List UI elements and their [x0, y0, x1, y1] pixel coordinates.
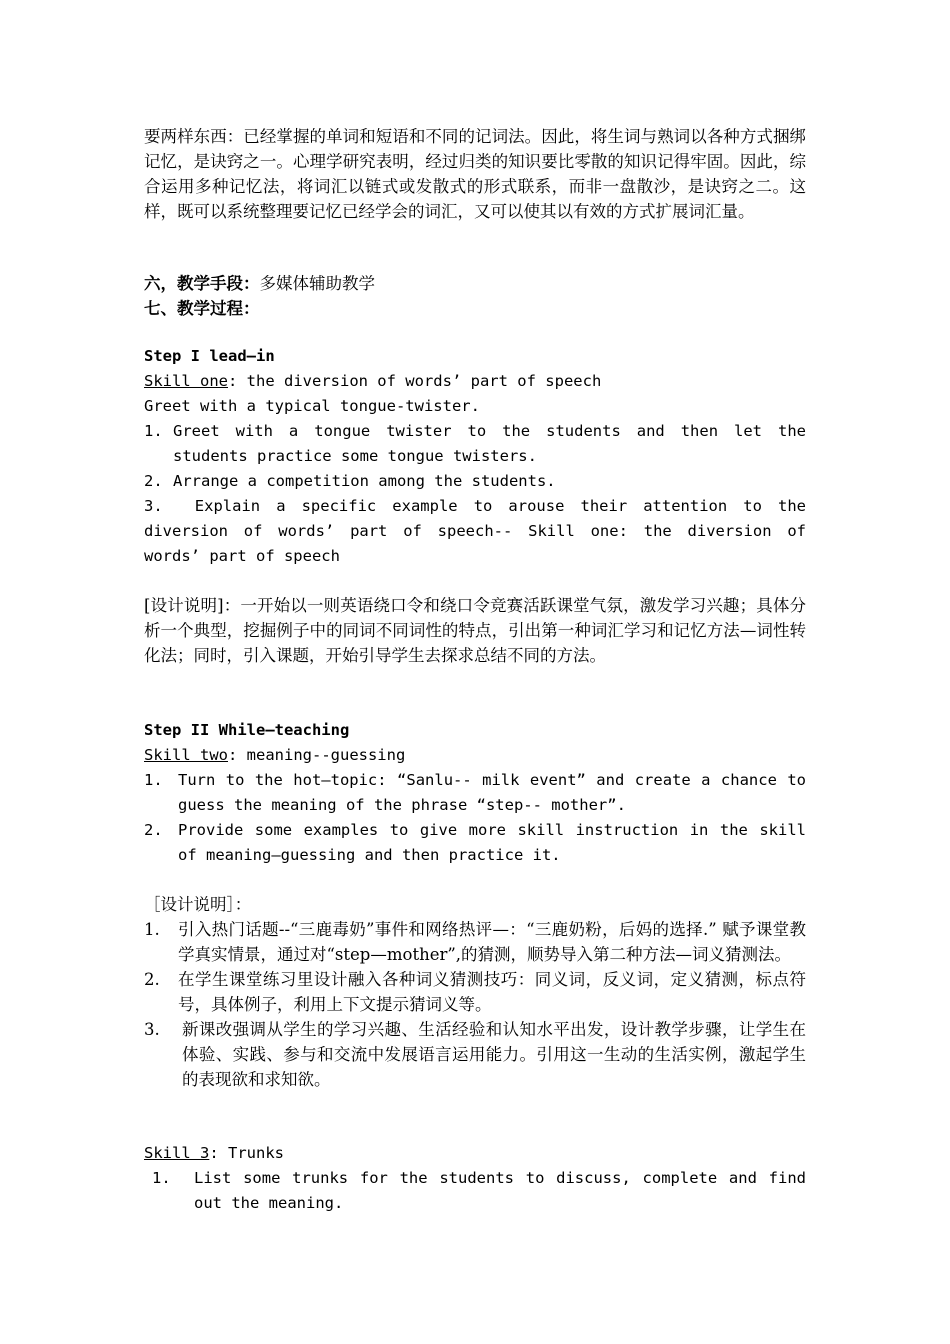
step-1-title: Step I lead—in	[144, 347, 275, 365]
list-item-number: 1.	[144, 771, 163, 789]
list-item	[144, 1017, 806, 1092]
skill-3-text: : Trunks	[209, 1144, 284, 1162]
step-2-skill-label: Skill two	[144, 746, 228, 764]
step-1-design-note: [设计说明]：一开始以一则英语绕口令和绕口令竞赛活跃课堂气氛，激发学习兴趣；具体分析一个典型，挖掘例子中的同词不同词性的特点，引出第一种词汇学习和记忆方法—词性转化法；同时，引入课题，开始引导学生去探求总结不同的方法。	[144, 596, 806, 665]
list-item-number: 1.	[144, 422, 163, 440]
step-1-item-3: 3. Explain a specific example to arouse their attention to the diversion of words’ part of speech-- Skill one: the diversion of words’ part of speech	[144, 497, 816, 565]
list-item-text: Provide some examples to give more skill instruction in the skill of meaning—guessing and then practice it.	[178, 821, 816, 864]
step-2-list	[144, 768, 816, 868]
list-item-number: 2.	[144, 970, 160, 989]
list-item	[144, 469, 806, 494]
skill-3-line	[144, 1141, 806, 1166]
step-2-title: Step II While—teaching	[144, 721, 350, 739]
list-item	[144, 818, 816, 868]
list-item-number: 2.	[144, 472, 163, 490]
list-item	[144, 1166, 816, 1216]
step-1-skill-label: Skill one	[144, 372, 228, 390]
list-item-number: 1.	[144, 920, 160, 939]
list-item-text: Turn to the hot—topic: “Sanlu-- milk event” and create a chance to guess the meaning of the phrase “step-- mother”.	[178, 771, 816, 814]
step-2-design-label: ［设计说明］：	[144, 895, 252, 914]
section-7-heading: 七、教学过程：	[144, 299, 260, 318]
skill-3-label: Skill 3	[144, 1144, 210, 1162]
list-item-text: Greet with a tongue twister to the students and then let the students practice some tongue twisters.	[173, 422, 816, 465]
step-2-skill-text: : meaning--guessing	[228, 746, 406, 764]
skill-3-list	[144, 1166, 816, 1216]
list-item-text: 新课改强调从学生的学习兴趣、生活经验和认知水平出发，设计教学步骤，让学生在体验、实践、参与和交流中发展语言运用能力。引用这一生动的生活实例，激起学生的表现欲和求知欲。	[182, 1020, 806, 1089]
list-item-text: List some trunks for the students to discuss, complete and find out the meaning.	[194, 1169, 816, 1212]
list-item-number: 1.	[152, 1169, 171, 1187]
step-2-design-list	[144, 917, 806, 1092]
list-item-number: 3.	[144, 1020, 160, 1039]
section-6-line	[144, 271, 806, 296]
step-2-skill-line	[144, 743, 806, 768]
section-6-heading: 六，教学手段：	[144, 274, 260, 293]
list-item-text: 在学生课堂练习里设计融入各种词义猜测技巧：同义词，反义词，定义猜测，标点符号，具体例子，利用上下文提示猜词义等。	[178, 970, 806, 1014]
step-1-skill-line	[144, 369, 806, 394]
list-item	[144, 917, 806, 967]
step-1-skill-text: : the diversion of words’ part of speech	[228, 372, 602, 390]
section-6-text: 多媒体辅助教学	[259, 274, 375, 293]
list-item-text: 引入热门话题--“三鹿毒奶”事件和网络热评—：“三鹿奶粉，后妈的选择.” 赋予课堂教学真实情景，通过对“step—mother”,的猜测，顺势导入第二种方法—词义猜测法。	[178, 920, 806, 964]
list-item-number: 2.	[144, 821, 163, 839]
step-1-greet: Greet with a typical tongue-twister.	[144, 397, 480, 415]
list-item	[144, 768, 816, 818]
step-1-list	[144, 419, 816, 494]
list-item-text: Arrange a competition among the students.	[173, 472, 556, 490]
intro-paragraph: 要两样东西：已经掌握的单词和短语和不同的记词法。因此，将生词与熟词以各种方式捆绑记忆，是诀窍之一。心理学研究表明，经过归类的知识要比零散的知识记得牢固。因此，综合运用多种记忆法，将词汇以链式或发散式的形式联系，而非一盘散沙，是诀窍之二。这样，既可以系统整理要记忆已经学会的词汇，又可以使其以有效的方式扩展词汇量。	[144, 127, 806, 221]
list-item	[144, 967, 806, 1017]
list-item	[144, 419, 816, 469]
